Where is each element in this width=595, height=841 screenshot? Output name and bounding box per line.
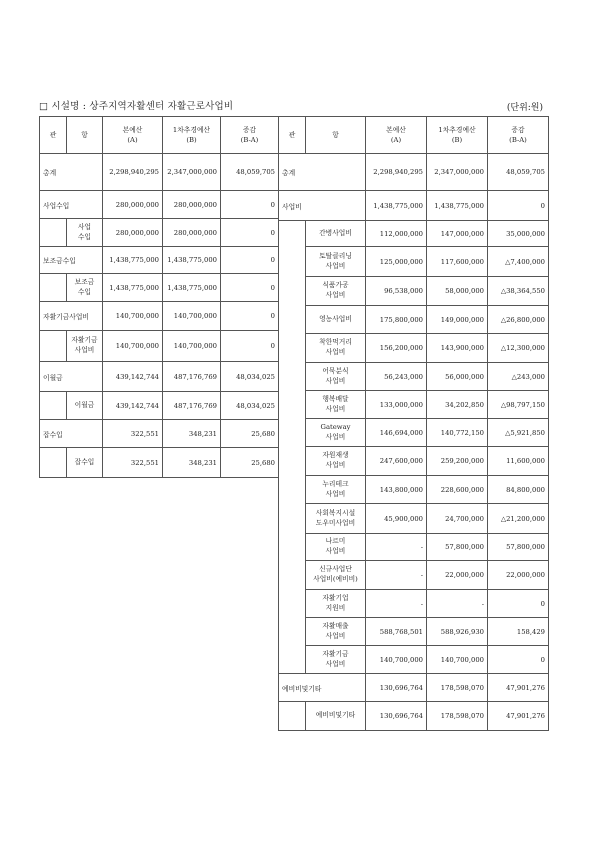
value-a: 1,438,775,000 [366, 191, 427, 221]
value-b: 487,176,769 [163, 392, 221, 420]
value-a: 247,600,000 [366, 447, 427, 476]
value-a: 112,000,000 [366, 221, 427, 247]
value-b: 117,600,000 [427, 247, 488, 277]
header-hang: 항 [306, 117, 366, 154]
value-a: 140,700,000 [366, 646, 427, 674]
header-difference: 증감 (B-A) [488, 117, 549, 154]
hang-line-2: 수입 [77, 232, 92, 241]
table-row [279, 561, 549, 590]
hang-cell: 토탈클리닝 사업비 [306, 247, 366, 277]
gwan-cell: 사업수입 [40, 191, 103, 219]
value-b: 487,176,769 [163, 362, 221, 392]
table-row [40, 219, 279, 247]
hang-cell: 이월금 [67, 392, 103, 420]
table-row [279, 447, 549, 476]
gwan-cell: 보조금수입 [40, 247, 103, 274]
value-diff: 0 [221, 247, 279, 274]
value-b: 2,347,000,000 [163, 154, 221, 191]
value-b: 149,000,000 [427, 306, 488, 334]
value-a: 56,243,000 [366, 363, 427, 391]
table-row [279, 277, 549, 306]
table-row [279, 702, 549, 731]
empty-cell [279, 504, 306, 534]
gwan-cell: 총계 [40, 154, 103, 191]
value-b: 259,200,000 [427, 447, 488, 476]
value-diff: △98,797,150 [488, 391, 549, 419]
hang-cell: 잡수입 [67, 448, 103, 478]
table-row [279, 363, 549, 391]
hang-cell: 누리테크 사업비 [306, 476, 366, 504]
revenue-header-row [40, 117, 279, 154]
hang-cell: 사회복지시설 도우미사업비 [306, 504, 366, 534]
table-row [279, 191, 549, 221]
empty-cell [279, 534, 306, 561]
table-row [40, 302, 279, 331]
value-b: 348,231 [163, 420, 221, 448]
hang-cell: 자활기업 지원비 [306, 590, 366, 618]
value-diff: 0 [221, 191, 279, 219]
value-b: 1,438,775,000 [163, 274, 221, 302]
gwan-cell: 총계 [279, 154, 366, 191]
hang-cell: 나르미 사업비 [306, 534, 366, 561]
value-diff: 11,600,000 [488, 447, 549, 476]
value-diff: △7,400,000 [488, 247, 549, 277]
value-a: 588,768,501 [366, 618, 427, 646]
value-a: 2,298,940,295 [366, 154, 427, 191]
value-b: 280,000,000 [163, 219, 221, 247]
value-diff: △243,000 [488, 363, 549, 391]
hang-cell: 착한먹거리 사업비 [306, 334, 366, 363]
value-a: 96,538,000 [366, 277, 427, 306]
value-b: 228,600,000 [427, 476, 488, 504]
value-a: 143,800,000 [366, 476, 427, 504]
empty-cell [279, 618, 306, 646]
value-diff: 0 [488, 191, 549, 221]
table-row [279, 419, 549, 447]
value-diff: 84,800,000 [488, 476, 549, 504]
value-diff: 48,034,025 [221, 392, 279, 420]
hang-cell: Gateway 사업비 [306, 419, 366, 447]
value-a: 322,551 [103, 448, 163, 478]
value-diff: △38,364,550 [488, 277, 549, 306]
value-b: 1,438,775,000 [427, 191, 488, 221]
empty-cell [40, 448, 67, 478]
gwan-cell: 예비비및기타 [279, 674, 366, 702]
value-a: 140,700,000 [103, 331, 163, 362]
hang-cell: 자활기금 사업비 [306, 646, 366, 674]
table-row [279, 154, 549, 191]
table-row [40, 448, 279, 478]
value-diff: 48,034,025 [221, 362, 279, 392]
empty-cell [40, 392, 67, 420]
empty-cell [279, 306, 306, 334]
value-b: 1,438,775,000 [163, 247, 221, 274]
value-diff: 25,680 [221, 448, 279, 478]
value-diff: 0 [488, 590, 549, 618]
value-a: 280,000,000 [103, 219, 163, 247]
header-budget: 본예산 (A) [366, 117, 427, 154]
value-b: 56,000,000 [427, 363, 488, 391]
value-diff: △12,300,000 [488, 334, 549, 363]
value-a: 1,438,775,000 [103, 247, 163, 274]
value-a: 130,696,764 [366, 702, 427, 731]
expense-header-row [279, 117, 549, 154]
gwan-cell: 잡수입 [40, 420, 103, 448]
table-row [279, 534, 549, 561]
empty-cell [279, 476, 306, 504]
value-a: 280,000,000 [103, 191, 163, 219]
value-b: 140,700,000 [163, 302, 221, 331]
value-a: 175,800,000 [366, 306, 427, 334]
value-b: 143,900,000 [427, 334, 488, 363]
value-b: 24,700,000 [427, 504, 488, 534]
table-row [40, 392, 279, 420]
table-row [279, 504, 549, 534]
value-b: 178,598,070 [427, 674, 488, 702]
empty-cell [279, 419, 306, 447]
value-diff: 35,000,000 [488, 221, 549, 247]
value-diff: 47,901,276 [488, 702, 549, 731]
value-b: 147,000,000 [427, 221, 488, 247]
empty-cell [279, 646, 306, 674]
header-difference: 증감 (B-A) [221, 117, 279, 154]
empty-cell [279, 590, 306, 618]
table-row [40, 247, 279, 274]
table-row [279, 247, 549, 277]
table-row [279, 334, 549, 363]
value-diff: 48,059,705 [488, 154, 549, 191]
value-a: 322,551 [103, 420, 163, 448]
value-a: 2,298,940,295 [103, 154, 163, 191]
empty-cell [279, 247, 306, 277]
empty-cell [279, 561, 306, 590]
unit-label: (단위:원) [506, 103, 543, 113]
hang-cell: 자원재생 사업비 [306, 447, 366, 476]
table-row [40, 362, 279, 392]
value-a: 146,694,000 [366, 419, 427, 447]
value-b: 22,000,000 [427, 561, 488, 590]
table-row [40, 274, 279, 302]
header-budget: 본예산 (A) [103, 117, 163, 154]
header-hang: 항 [67, 117, 103, 154]
value-a: - [366, 561, 427, 590]
hang-cell: 신규사업단 사업비(예비비) [306, 561, 366, 590]
gwan-cell: 이월금 [40, 362, 103, 392]
table-row [279, 306, 549, 334]
value-diff: 0 [221, 331, 279, 362]
value-diff: 0 [221, 274, 279, 302]
table-row [40, 420, 279, 448]
value-diff: 48,059,705 [221, 154, 279, 191]
value-diff: 0 [488, 646, 549, 674]
value-a: 133,000,000 [366, 391, 427, 419]
table-row [279, 590, 549, 618]
value-diff: 158,429 [488, 618, 549, 646]
value-a: 439,142,744 [103, 362, 163, 392]
table-row [40, 191, 279, 219]
value-b: 588,926,930 [427, 618, 488, 646]
hang-cell: 보조금 수입 [67, 274, 103, 302]
value-b: - [427, 590, 488, 618]
value-b: 140,772,150 [427, 419, 488, 447]
table-row [279, 391, 549, 419]
value-diff: 0 [221, 219, 279, 247]
expense-table [278, 116, 549, 731]
empty-cell [279, 447, 306, 476]
hang-cell [67, 219, 103, 247]
value-diff: 47,901,276 [488, 674, 549, 702]
hang-cell: 어묵분식 사업비 [306, 363, 366, 391]
value-b: 178,598,070 [427, 702, 488, 731]
table-row [279, 618, 549, 646]
hang-cell: 영농사업비 [306, 306, 366, 334]
table-row [279, 674, 549, 702]
empty-cell [279, 277, 306, 306]
value-b: 34,202,850 [427, 391, 488, 419]
hang-cell: 간병사업비 [306, 221, 366, 247]
value-a: 130,696,764 [366, 674, 427, 702]
hang-cell: 예비비및기타 [306, 702, 366, 731]
empty-cell [279, 334, 306, 363]
value-b: 140,700,000 [163, 331, 221, 362]
header-supplementary: 1차추경예산 (B) [427, 117, 488, 154]
header-supplementary: 1차추경예산 (B) [163, 117, 221, 154]
hang-line-1: 사업 [77, 222, 92, 231]
value-a: 45,900,000 [366, 504, 427, 534]
value-diff: △5,921,850 [488, 419, 549, 447]
value-diff: 22,000,000 [488, 561, 549, 590]
value-diff: 57,800,000 [488, 534, 549, 561]
value-b: 2,347,000,000 [427, 154, 488, 191]
value-diff: △21,200,000 [488, 504, 549, 534]
table-row [40, 154, 279, 191]
value-b: 280,000,000 [163, 191, 221, 219]
value-a: - [366, 590, 427, 618]
table-row [279, 221, 549, 247]
empty-cell [279, 702, 306, 731]
value-a: 125,000,000 [366, 247, 427, 277]
gwan-cell: 자활기금사업비 [40, 302, 103, 331]
header-gwan: 관 [40, 117, 67, 154]
value-a: 156,200,000 [366, 334, 427, 363]
value-a: 140,700,000 [103, 302, 163, 331]
empty-cell [279, 391, 306, 419]
table-row [279, 646, 549, 674]
empty-cell [40, 274, 67, 302]
empty-cell [279, 363, 306, 391]
value-a: 439,142,744 [103, 392, 163, 420]
header-gwan: 관 [279, 117, 306, 154]
value-diff: 25,680 [221, 420, 279, 448]
revenue-table [39, 116, 279, 478]
value-b: 58,000,000 [427, 277, 488, 306]
value-diff: 0 [221, 302, 279, 331]
value-b: 57,800,000 [427, 534, 488, 561]
empty-cell [279, 221, 306, 247]
value-b: 140,700,000 [427, 646, 488, 674]
document-title: □ 시설명 : 상주지역자활센터 자활근로사업비 [39, 101, 234, 112]
empty-cell [40, 331, 67, 362]
hang-cell: 자활기금 사업비 [67, 331, 103, 362]
value-b: 348,231 [163, 448, 221, 478]
table-row [40, 331, 279, 362]
value-a: 1,438,775,000 [103, 274, 163, 302]
empty-cell [40, 219, 67, 247]
table-row [279, 476, 549, 504]
hang-cell: 행복배달 사업비 [306, 391, 366, 419]
value-a: - [366, 534, 427, 561]
hang-cell: 자활매출 사업비 [306, 618, 366, 646]
gwan-cell: 사업비 [279, 191, 366, 221]
hang-cell: 식품가공 사업비 [306, 277, 366, 306]
value-diff: △26,800,000 [488, 306, 549, 334]
